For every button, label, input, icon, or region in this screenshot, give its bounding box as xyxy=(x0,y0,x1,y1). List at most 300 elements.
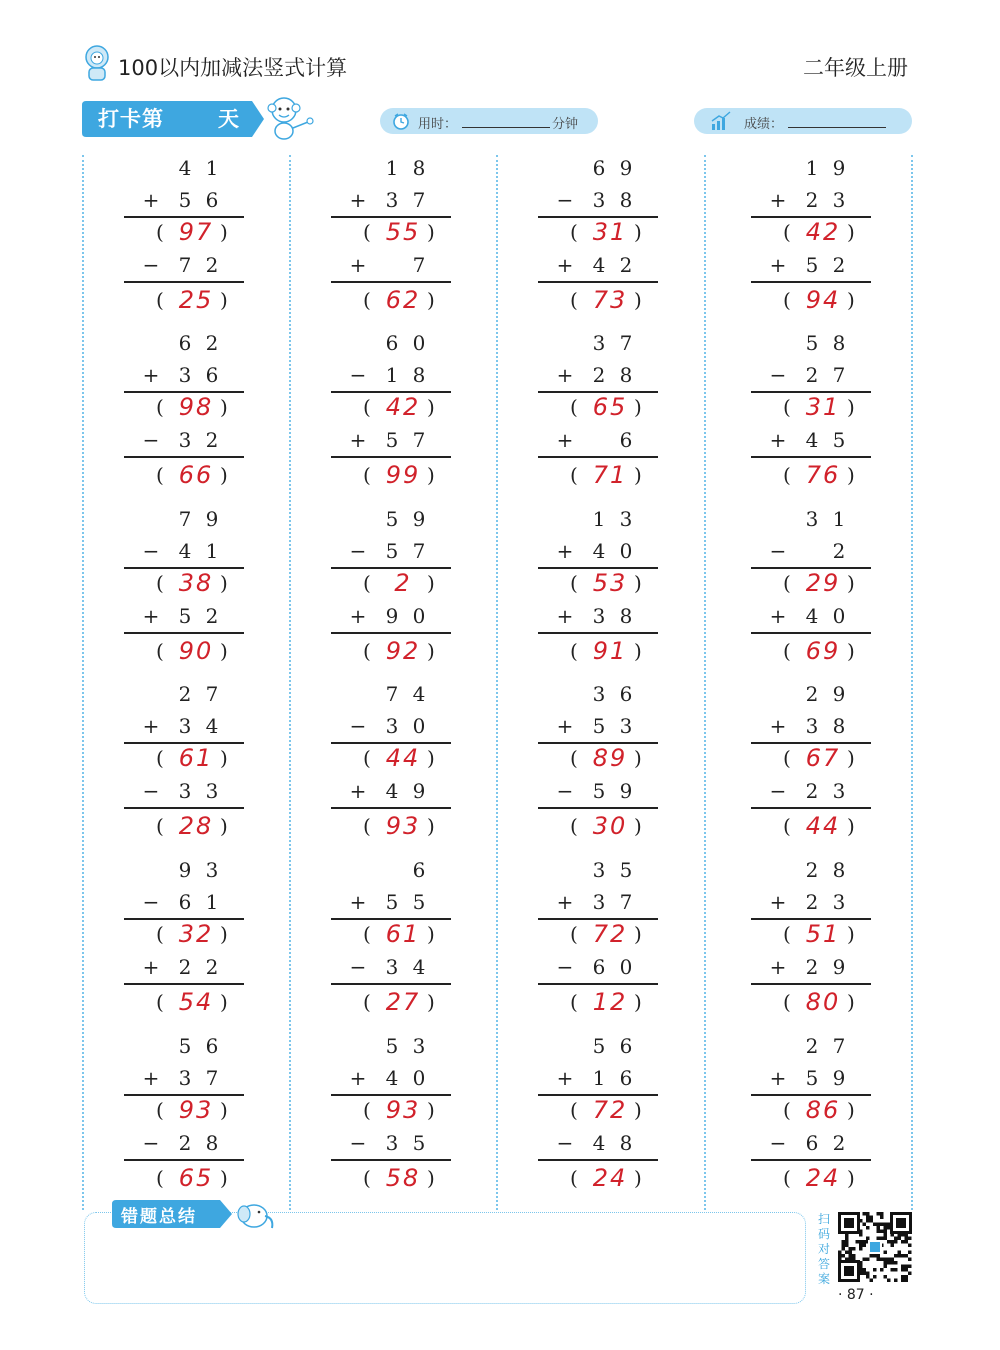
third-number-row xyxy=(538,955,658,985)
operator-sign: − xyxy=(769,363,787,387)
first-number-row xyxy=(538,858,658,888)
ones-digit: 3 xyxy=(619,507,633,531)
tens-digit: 5 xyxy=(385,890,399,914)
qr-code-icon[interactable] xyxy=(838,1212,912,1282)
second-number-row xyxy=(751,188,871,218)
tens-digit: 5 xyxy=(178,188,192,212)
tens-digit: 1 xyxy=(592,507,606,531)
first-number-row xyxy=(331,858,451,888)
operator-sign: + xyxy=(349,1066,367,1090)
open-paren: ( xyxy=(156,395,164,419)
ones-digit: 7 xyxy=(619,331,633,355)
first-number-row xyxy=(331,156,451,186)
open-paren: ( xyxy=(783,922,791,946)
first-number-row xyxy=(124,331,244,361)
tens-digit: 5 xyxy=(385,539,399,563)
answer-box[interactable] xyxy=(146,569,236,603)
open-paren: ( xyxy=(156,220,164,244)
second-number-row xyxy=(538,188,658,218)
third-number-row xyxy=(331,428,451,458)
sum-line xyxy=(538,632,658,634)
answer-box[interactable] xyxy=(560,286,650,320)
answer-box[interactable] xyxy=(353,637,443,671)
grade-label: 二年级上册 xyxy=(803,56,908,80)
tens-digit: 5 xyxy=(805,331,819,355)
answer-box[interactable] xyxy=(353,812,443,846)
answer-box[interactable] xyxy=(146,286,236,320)
handwritten-answer: 93 xyxy=(178,1096,214,1124)
close-paren: ) xyxy=(220,814,228,838)
close-paren: ) xyxy=(847,288,855,312)
close-paren: ) xyxy=(427,746,435,770)
tens-digit: 6 xyxy=(805,1131,819,1155)
handwritten-answer: 53 xyxy=(592,569,628,597)
sum-line xyxy=(124,807,244,809)
operator-sign: + xyxy=(769,253,787,277)
open-paren: ( xyxy=(783,463,791,487)
tens-digit: 3 xyxy=(178,714,192,738)
close-paren: ) xyxy=(847,922,855,946)
tens-digit: 6 xyxy=(178,890,192,914)
score-blank[interactable] xyxy=(788,114,886,128)
close-paren: ) xyxy=(427,922,435,946)
handwritten-answer: 25 xyxy=(178,286,214,314)
tens-digit: 4 xyxy=(178,156,192,180)
answer-box[interactable] xyxy=(146,461,236,495)
open-paren: ( xyxy=(570,571,578,595)
tens-digit: 3 xyxy=(805,714,819,738)
ones-digit: 2 xyxy=(205,253,219,277)
open-paren: ( xyxy=(363,395,371,419)
open-paren: ( xyxy=(783,395,791,419)
tens-digit: 4 xyxy=(385,779,399,803)
open-paren: ( xyxy=(570,463,578,487)
close-paren: ) xyxy=(847,1098,855,1122)
ones-digit: 0 xyxy=(412,331,426,355)
operator-sign: − xyxy=(556,188,574,212)
answer-box[interactable] xyxy=(560,920,650,954)
answer-box[interactable] xyxy=(560,744,650,778)
answer-box[interactable] xyxy=(560,569,650,603)
operator-sign: − xyxy=(349,539,367,563)
answer-box[interactable] xyxy=(560,1164,650,1198)
handwritten-answer: 76 xyxy=(805,461,841,489)
handwritten-answer: 31 xyxy=(592,218,628,246)
operator-sign: + xyxy=(142,188,160,212)
open-paren: ( xyxy=(156,571,164,595)
second-number-row xyxy=(751,1066,871,1096)
handwritten-answer: 72 xyxy=(592,920,628,948)
operator-sign: − xyxy=(142,253,160,277)
answer-box[interactable] xyxy=(773,920,863,954)
handwritten-answer: 66 xyxy=(178,461,214,489)
third-number-row xyxy=(751,428,871,458)
answer-box[interactable] xyxy=(773,1096,863,1130)
close-paren: ) xyxy=(634,1098,642,1122)
vertical-calculation xyxy=(124,682,254,852)
tens-digit: 5 xyxy=(385,507,399,531)
vertical-calculation xyxy=(751,682,881,852)
ones-digit: 9 xyxy=(619,156,633,180)
tens-digit: 5 xyxy=(592,779,606,803)
first-number-row xyxy=(124,858,244,888)
first-number-row xyxy=(751,156,871,186)
ones-digit: 5 xyxy=(619,858,633,882)
sum-line xyxy=(331,456,451,458)
ones-digit: 8 xyxy=(619,363,633,387)
tens-digit: 3 xyxy=(178,1066,192,1090)
open-paren: ( xyxy=(363,288,371,312)
operator-sign: + xyxy=(556,539,574,563)
ones-digit: 9 xyxy=(832,682,846,706)
answer-box[interactable] xyxy=(560,218,650,252)
tens-digit: 2 xyxy=(805,858,819,882)
operator-sign: + xyxy=(556,428,574,452)
tens-digit: 3 xyxy=(178,363,192,387)
ones-digit: 9 xyxy=(205,507,219,531)
open-paren: ( xyxy=(363,814,371,838)
vertical-calculation xyxy=(751,1034,881,1204)
ones-digit: 2 xyxy=(832,1131,846,1155)
tens-digit: 5 xyxy=(592,1034,606,1058)
answer-box[interactable] xyxy=(353,920,443,954)
ones-digit: 5 xyxy=(412,890,426,914)
handwritten-answer: 65 xyxy=(178,1164,214,1192)
close-paren: ) xyxy=(634,288,642,312)
ones-digit: 2 xyxy=(205,604,219,628)
open-paren: ( xyxy=(156,463,164,487)
tens-digit: 5 xyxy=(178,604,192,628)
tens-digit: 3 xyxy=(385,1131,399,1155)
close-paren: ) xyxy=(847,395,855,419)
answer-box[interactable] xyxy=(353,988,443,1022)
operator-sign: − xyxy=(769,539,787,563)
close-paren: ) xyxy=(427,463,435,487)
handwritten-answer: 61 xyxy=(385,920,421,948)
second-number-row xyxy=(751,363,871,393)
ones-digit: 6 xyxy=(619,682,633,706)
handwritten-answer: 98 xyxy=(178,393,214,421)
close-paren: ) xyxy=(427,571,435,595)
answer-box[interactable] xyxy=(146,812,236,846)
answer-box[interactable] xyxy=(560,812,650,846)
close-paren: ) xyxy=(220,1098,228,1122)
answer-box[interactable] xyxy=(773,637,863,671)
answer-box[interactable] xyxy=(773,744,863,778)
close-paren: ) xyxy=(634,220,642,244)
tens-digit: 4 xyxy=(805,428,819,452)
answer-box[interactable] xyxy=(773,812,863,846)
answer-box[interactable] xyxy=(353,461,443,495)
handwritten-answer: 72 xyxy=(592,1096,628,1124)
close-paren: ) xyxy=(634,395,642,419)
second-number-row xyxy=(124,1066,244,1096)
checkin-day-label: 天 xyxy=(218,107,239,131)
open-paren: ( xyxy=(363,639,371,663)
ones-digit: 7 xyxy=(412,188,426,212)
second-number-row xyxy=(331,714,451,744)
answer-box[interactable] xyxy=(146,920,236,954)
handwritten-answer: 42 xyxy=(805,218,841,246)
open-paren: ( xyxy=(783,746,791,770)
ones-digit: 3 xyxy=(832,188,846,212)
handwritten-answer: 2 xyxy=(394,569,412,597)
first-number-row xyxy=(751,1034,871,1064)
vertical-calculation xyxy=(124,507,254,677)
second-number-row xyxy=(331,539,451,569)
ones-digit: 2 xyxy=(205,428,219,452)
ones-digit: 8 xyxy=(619,188,633,212)
tens-digit: 1 xyxy=(592,1066,606,1090)
answer-box[interactable] xyxy=(773,988,863,1022)
handwritten-answer: 69 xyxy=(805,637,841,665)
operator-sign: + xyxy=(142,363,160,387)
ones-digit: 6 xyxy=(205,1034,219,1058)
open-paren: ( xyxy=(363,220,371,244)
open-paren: ( xyxy=(783,990,791,1014)
time-blank[interactable] xyxy=(462,114,550,128)
vertical-calculation xyxy=(124,1034,254,1204)
ones-digit: 4 xyxy=(412,955,426,979)
ones-digit: 6 xyxy=(619,1034,633,1058)
tens-digit: 5 xyxy=(805,1066,819,1090)
tens-digit: 2 xyxy=(805,779,819,803)
answer-box[interactable] xyxy=(146,218,236,252)
open-paren: ( xyxy=(570,1098,578,1122)
close-paren: ) xyxy=(634,571,642,595)
operator-sign: − xyxy=(142,1131,160,1155)
answer-box[interactable] xyxy=(353,744,443,778)
close-paren: ) xyxy=(427,639,435,663)
first-number-row xyxy=(331,682,451,712)
handwritten-answer: 32 xyxy=(178,920,214,948)
answer-box[interactable] xyxy=(146,988,236,1022)
operator-sign: + xyxy=(349,428,367,452)
first-number-row xyxy=(538,682,658,712)
open-paren: ( xyxy=(363,571,371,595)
handwritten-answer: 93 xyxy=(385,1096,421,1124)
operator-sign: + xyxy=(556,604,574,628)
close-paren: ) xyxy=(220,990,228,1014)
answer-box[interactable] xyxy=(146,744,236,778)
vertical-calculation xyxy=(538,507,668,677)
tens-digit: 2 xyxy=(178,682,192,706)
answer-box[interactable] xyxy=(773,218,863,252)
second-number-row xyxy=(538,714,658,744)
third-number-row xyxy=(331,1131,451,1161)
tens-digit: 6 xyxy=(178,331,192,355)
vertical-calculation xyxy=(124,156,254,326)
third-number-row xyxy=(331,604,451,634)
sum-line xyxy=(124,281,244,283)
time-field[interactable] xyxy=(380,108,598,134)
answer-box[interactable] xyxy=(773,1164,863,1198)
tens-digit: 7 xyxy=(178,507,192,531)
vertical-calculation xyxy=(538,682,668,852)
close-paren: ) xyxy=(847,463,855,487)
operator-sign: − xyxy=(142,539,160,563)
operator-sign: + xyxy=(556,253,574,277)
answer-box[interactable] xyxy=(146,637,236,671)
vertical-calculation xyxy=(751,507,881,677)
open-paren: ( xyxy=(570,990,578,1014)
open-paren: ( xyxy=(156,1098,164,1122)
monkey-mascot-icon xyxy=(262,94,316,140)
ones-digit: 8 xyxy=(412,363,426,387)
tens-digit: 4 xyxy=(592,539,606,563)
operator-sign: − xyxy=(349,363,367,387)
ones-digit: 0 xyxy=(832,604,846,628)
open-paren: ( xyxy=(783,1098,791,1122)
first-number-row xyxy=(331,1034,451,1064)
open-paren: ( xyxy=(783,571,791,595)
handwritten-answer: 67 xyxy=(805,744,841,772)
first-number-row xyxy=(751,507,871,537)
third-number-row xyxy=(124,428,244,458)
tens-digit: 2 xyxy=(805,363,819,387)
tens-digit: 5 xyxy=(178,1034,192,1058)
first-number-row xyxy=(538,507,658,537)
handwritten-answer: 61 xyxy=(178,744,214,772)
ones-digit: 2 xyxy=(832,253,846,277)
ones-digit: 1 xyxy=(205,539,219,563)
handwritten-answer: 97 xyxy=(178,218,214,246)
ones-digit: 7 xyxy=(412,253,426,277)
close-paren: ) xyxy=(847,571,855,595)
second-number-row xyxy=(751,539,871,569)
open-paren: ( xyxy=(783,288,791,312)
second-number-row xyxy=(751,890,871,920)
open-paren: ( xyxy=(363,990,371,1014)
operator-sign: − xyxy=(142,779,160,803)
ones-digit: 7 xyxy=(619,890,633,914)
handwritten-answer: 99 xyxy=(385,461,421,489)
score-field[interactable] xyxy=(694,108,912,134)
vertical-calculation xyxy=(331,1034,461,1204)
vertical-calculation xyxy=(751,858,881,1028)
ones-digit: 5 xyxy=(412,1131,426,1155)
vertical-calculation xyxy=(751,331,881,501)
answer-box[interactable] xyxy=(353,286,443,320)
third-number-row xyxy=(331,779,451,809)
tens-digit: 4 xyxy=(592,1131,606,1155)
tens-digit: 2 xyxy=(805,890,819,914)
tens-digit: 3 xyxy=(592,890,606,914)
elephant-icon xyxy=(232,1198,278,1232)
answer-box[interactable] xyxy=(560,393,650,427)
answer-box[interactable] xyxy=(146,393,236,427)
sum-line xyxy=(331,281,451,283)
answer-box[interactable] xyxy=(353,218,443,252)
operator-sign: − xyxy=(142,428,160,452)
close-paren: ) xyxy=(847,814,855,838)
answer-box[interactable] xyxy=(560,1096,650,1130)
ones-digit: 3 xyxy=(205,779,219,803)
answer-box[interactable] xyxy=(146,1096,236,1130)
handwritten-answer: 93 xyxy=(385,812,421,840)
close-paren: ) xyxy=(634,814,642,838)
operator-sign: − xyxy=(142,890,160,914)
tens-digit: 2 xyxy=(805,188,819,212)
handwritten-answer: 89 xyxy=(592,744,628,772)
close-paren: ) xyxy=(634,990,642,1014)
ones-digit: 3 xyxy=(832,779,846,803)
answer-box[interactable] xyxy=(353,1164,443,1198)
ones-digit: 5 xyxy=(832,428,846,452)
answer-box[interactable] xyxy=(773,569,863,603)
sum-line xyxy=(331,807,451,809)
answer-box[interactable] xyxy=(353,1096,443,1130)
tens-digit: 4 xyxy=(805,604,819,628)
open-paren: ( xyxy=(156,922,164,946)
tens-digit: 3 xyxy=(592,604,606,628)
handwritten-answer: 30 xyxy=(592,812,628,840)
sum-line xyxy=(331,1159,451,1161)
ones-digit: 4 xyxy=(205,714,219,738)
ones-digit: 2 xyxy=(205,955,219,979)
sum-line xyxy=(751,983,871,985)
close-paren: ) xyxy=(220,395,228,419)
handwritten-answer: 86 xyxy=(805,1096,841,1124)
answer-box[interactable] xyxy=(146,1164,236,1198)
ones-digit: 6 xyxy=(205,363,219,387)
second-number-row xyxy=(124,539,244,569)
close-paren: ) xyxy=(220,1166,228,1190)
answer-box[interactable] xyxy=(773,393,863,427)
ones-digit: 6 xyxy=(619,428,633,452)
ones-digit: 7 xyxy=(205,1066,219,1090)
tens-digit: 3 xyxy=(178,428,192,452)
operator-sign: − xyxy=(769,779,787,803)
handwritten-answer: 80 xyxy=(805,988,841,1016)
open-paren: ( xyxy=(363,746,371,770)
answer-box[interactable] xyxy=(560,988,650,1022)
open-paren: ( xyxy=(363,922,371,946)
open-paren: ( xyxy=(156,288,164,312)
answer-box[interactable] xyxy=(773,286,863,320)
open-paren: ( xyxy=(156,990,164,1014)
ones-digit: 1 xyxy=(205,156,219,180)
operator-sign: + xyxy=(769,604,787,628)
ones-digit: 6 xyxy=(619,1066,633,1090)
tens-digit: 5 xyxy=(805,253,819,277)
second-number-row xyxy=(538,890,658,920)
tens-digit: 1 xyxy=(385,363,399,387)
close-paren: ) xyxy=(427,814,435,838)
tens-digit: 4 xyxy=(385,1066,399,1090)
ones-digit: 9 xyxy=(619,779,633,803)
open-paren: ( xyxy=(363,1166,371,1190)
third-number-row xyxy=(538,1131,658,1161)
sum-line xyxy=(538,1159,658,1161)
answer-box[interactable] xyxy=(560,461,650,495)
handwritten-answer: 62 xyxy=(385,286,421,314)
third-number-row xyxy=(124,604,244,634)
ones-digit: 0 xyxy=(412,604,426,628)
ones-digit: 7 xyxy=(412,428,426,452)
answer-box[interactable] xyxy=(353,393,443,427)
handwritten-answer: 58 xyxy=(385,1164,421,1192)
answer-box[interactable] xyxy=(353,569,443,603)
operator-sign: + xyxy=(349,779,367,803)
answer-box[interactable] xyxy=(560,637,650,671)
sum-line xyxy=(538,456,658,458)
answer-box[interactable] xyxy=(773,461,863,495)
ones-digit: 8 xyxy=(832,714,846,738)
ones-digit: 9 xyxy=(412,779,426,803)
handwritten-answer: 92 xyxy=(385,637,421,665)
close-paren: ) xyxy=(427,288,435,312)
